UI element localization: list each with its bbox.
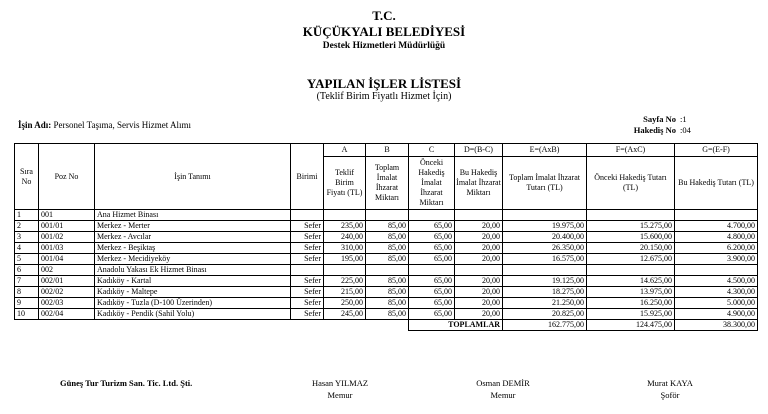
col-letter-f: F=(AxC) [587, 144, 675, 157]
cell-birim: Sefer [291, 221, 324, 232]
signature-company [60, 377, 192, 389]
signature-3-name: Murat KAYA [647, 378, 693, 388]
document-subtitle: (Teklif Birim Fiyatlı Hizmet İçin) [316, 91, 452, 102]
cell-b [366, 265, 409, 276]
cell-c: 65,00 [409, 298, 455, 309]
cell-no: 6 [15, 265, 39, 276]
cell-a: 235,00 [324, 221, 366, 232]
cell-poz: 001/03 [39, 243, 95, 254]
cell-no: 10 [15, 309, 39, 320]
cell-g: 4.500,00 [675, 276, 758, 287]
cell-no: 2 [15, 221, 39, 232]
cell-d: 20,00 [455, 243, 503, 254]
cell-birim: Sefer [291, 276, 324, 287]
cell-d: 20,00 [455, 221, 503, 232]
col-letter-a: A [324, 144, 366, 157]
job-name-label: İşin Adı: [18, 120, 52, 130]
table-row [15, 276, 758, 287]
header-municipality: KÜÇÜKYALI BELEDİYESİ [302, 24, 466, 39]
cell-d: 20,00 [455, 254, 503, 265]
table-row [15, 243, 758, 254]
header-tc: T.C. [372, 8, 396, 23]
table-row [15, 221, 758, 232]
cell-a: 240,00 [324, 232, 366, 243]
signature-1 [300, 377, 380, 401]
table-row [15, 254, 758, 265]
cell-birim: Sefer [291, 287, 324, 298]
totals-label: TOPLAMLAR [409, 320, 503, 331]
cell-g: 3.900,00 [675, 254, 758, 265]
cell-c: 65,00 [409, 287, 455, 298]
total-e: 162.775,00 [503, 320, 587, 331]
cell-g: 4.300,00 [675, 287, 758, 298]
cell-a: 215,00 [324, 287, 366, 298]
total-g: 38.300,00 [675, 320, 758, 331]
cell-birim [291, 210, 324, 221]
totals-row [15, 320, 758, 331]
cell-poz: 002 [39, 265, 95, 276]
cell-a: 225,00 [324, 276, 366, 287]
cell-tanim: Merkez - Merter [95, 221, 291, 232]
signature-2-title: Memur [490, 390, 516, 400]
cell-c: 65,00 [409, 221, 455, 232]
col-head-f: Önceki Hakediş Tutarı (TL) [587, 157, 675, 210]
cell-d: 20,00 [455, 298, 503, 309]
progress-payment-label: Hakediş No [633, 125, 676, 135]
cell-g: 5.000,00 [675, 298, 758, 309]
cell-f: 16.250,00 [587, 298, 675, 309]
cell-no: 5 [15, 254, 39, 265]
cell-a [324, 210, 366, 221]
signature-company-name: Güneş Tur Turizm San. Tic. Ltd. Şti. [60, 378, 193, 388]
col-head-d: Bu Hakediş İmalat İhzarat Miktarı [455, 157, 503, 210]
cell-poz: 001/01 [39, 221, 95, 232]
cell-poz: 002/01 [39, 276, 95, 287]
totals-spacer [15, 320, 409, 331]
cell-d: 20,00 [455, 287, 503, 298]
cell-b: 85,00 [366, 276, 409, 287]
cell-f: 20.150,00 [587, 243, 675, 254]
col-letter-g: G=(E-F) [675, 144, 758, 157]
cell-no: 4 [15, 243, 39, 254]
cell-c: 65,00 [409, 276, 455, 287]
cell-e: 21.250,00 [503, 298, 587, 309]
cell-birim: Sefer [291, 309, 324, 320]
cell-e: 20.825,00 [503, 309, 587, 320]
cell-e: 19.975,00 [503, 221, 587, 232]
cell-poz: 001/02 [39, 232, 95, 243]
cell-d: 20,00 [455, 232, 503, 243]
signature-1-name: Hasan YILMAZ [311, 378, 369, 388]
cell-tanim: Kadıköy - Maltepe [95, 287, 291, 298]
col-head-poz: Poz No [39, 144, 95, 210]
cell-no: 8 [15, 287, 39, 298]
cell-birim: Sefer [291, 298, 324, 309]
works-table [14, 143, 758, 331]
signature-2 [463, 377, 543, 401]
cell-c: 65,00 [409, 232, 455, 243]
table-row [15, 232, 758, 243]
cell-e: 19.125,00 [503, 276, 587, 287]
cell-no: 7 [15, 276, 39, 287]
cell-tanim: Merkez - Beşiktaş [95, 243, 291, 254]
cell-a: 250,00 [324, 298, 366, 309]
document-title: YAPILAN İŞLER LİSTESİ [306, 76, 462, 91]
col-letter-c: C [409, 144, 455, 157]
cell-d: 20,00 [455, 276, 503, 287]
cell-tanim: Ana Hizmet Binası [95, 210, 291, 221]
cell-poz: 001 [39, 210, 95, 221]
cell-poz: 002/04 [39, 309, 95, 320]
col-head-a: Teklif Birim Fiyatı (TL) [324, 157, 366, 210]
col-head-g: Bu Hakediş Tutarı (TL) [675, 157, 758, 210]
signature-3-title: Şoför [660, 390, 680, 400]
col-letter-d: D=(B-C) [455, 144, 503, 157]
cell-b: 85,00 [366, 287, 409, 298]
cell-b: 85,00 [366, 254, 409, 265]
cell-c: 65,00 [409, 243, 455, 254]
col-letter-e: E=(AxB) [503, 144, 587, 157]
col-head-sira: Sıra No [15, 144, 39, 210]
table-row [15, 287, 758, 298]
cell-c [409, 265, 455, 276]
cell-g: 4.800,00 [675, 232, 758, 243]
column-letter-row [15, 144, 758, 157]
cell-tanim: Kadıköy - Tuzla (D-100 Üzerinden) [95, 298, 291, 309]
signature-3 [630, 377, 710, 401]
col-head-birim: Birimi [291, 144, 324, 210]
cell-b: 85,00 [366, 232, 409, 243]
cell-tanim: Kadıköy - Kartal [95, 276, 291, 287]
cell-f: 15.925,00 [587, 309, 675, 320]
cell-tanim: Merkez - Mecidiyeköy [95, 254, 291, 265]
cell-a [324, 265, 366, 276]
cell-g: 4.700,00 [675, 221, 758, 232]
page-info [630, 114, 691, 136]
col-head-tanim: İşin Tanımı [95, 144, 291, 210]
table-row [15, 210, 758, 221]
cell-c [409, 210, 455, 221]
col-letter-b: B [366, 144, 409, 157]
cell-g [675, 265, 758, 276]
cell-f [587, 265, 675, 276]
cell-f: 14.625,00 [587, 276, 675, 287]
cell-e: 18.275,00 [503, 287, 587, 298]
header-department: Destek Hizmetleri Müdürlüğü [322, 41, 446, 51]
cell-no: 9 [15, 298, 39, 309]
table-row [15, 298, 758, 309]
cell-b: 85,00 [366, 221, 409, 232]
cell-b [366, 210, 409, 221]
cell-g [675, 210, 758, 221]
cell-d [455, 265, 503, 276]
table-row [15, 309, 758, 320]
cell-tanim: Merkez - Avcılar [95, 232, 291, 243]
cell-poz: 002/03 [39, 298, 95, 309]
cell-birim [291, 265, 324, 276]
cell-birim: Sefer [291, 243, 324, 254]
cell-e: 16.575,00 [503, 254, 587, 265]
job-name-value: Personel Taşıma, Servis Hizmet Alımı [53, 120, 191, 130]
progress-payment-value: :04 [680, 125, 691, 135]
cell-no: 1 [15, 210, 39, 221]
cell-f: 15.600,00 [587, 232, 675, 243]
cell-poz: 001/04 [39, 254, 95, 265]
cell-b: 85,00 [366, 298, 409, 309]
table-row [15, 265, 758, 276]
col-head-c: Önceki Hakediş İmalat İhzarat Miktarı [409, 157, 455, 210]
total-f: 124.475,00 [587, 320, 675, 331]
cell-no: 3 [15, 232, 39, 243]
cell-g: 4.900,00 [675, 309, 758, 320]
cell-d: 20,00 [455, 309, 503, 320]
cell-f: 13.975,00 [587, 287, 675, 298]
signature-2-name: Osman DEMİR [476, 378, 530, 388]
cell-f: 12.675,00 [587, 254, 675, 265]
cell-a: 195,00 [324, 254, 366, 265]
col-head-e: Toplam İmalat İhzarat Tutarı (TL) [503, 157, 587, 210]
cell-birim: Sefer [291, 232, 324, 243]
cell-tanim: Anadolu Yakası Ek Hizmet Binası [95, 265, 291, 276]
cell-e [503, 265, 587, 276]
cell-f [587, 210, 675, 221]
cell-e: 20.400,00 [503, 232, 587, 243]
cell-c: 65,00 [409, 254, 455, 265]
job-name [18, 120, 191, 130]
cell-g: 6.200,00 [675, 243, 758, 254]
cell-tanim: Kadıköy - Pendik (Sahil Yolu) [95, 309, 291, 320]
page-number-value: :1 [680, 114, 687, 124]
cell-a: 310,00 [324, 243, 366, 254]
cell-f: 15.275,00 [587, 221, 675, 232]
cell-e: 26.350,00 [503, 243, 587, 254]
cell-b: 85,00 [366, 309, 409, 320]
cell-d [455, 210, 503, 221]
signature-1-title: Memur [327, 390, 353, 400]
page-number-label: Sayfa No [643, 114, 676, 124]
cell-a: 245,00 [324, 309, 366, 320]
cell-b: 85,00 [366, 243, 409, 254]
col-head-b: Toplam İmalat İhzarat Miktarı [366, 157, 409, 210]
cell-c: 65,00 [409, 309, 455, 320]
cell-birim: Sefer [291, 254, 324, 265]
cell-poz: 002/02 [39, 287, 95, 298]
cell-e [503, 210, 587, 221]
